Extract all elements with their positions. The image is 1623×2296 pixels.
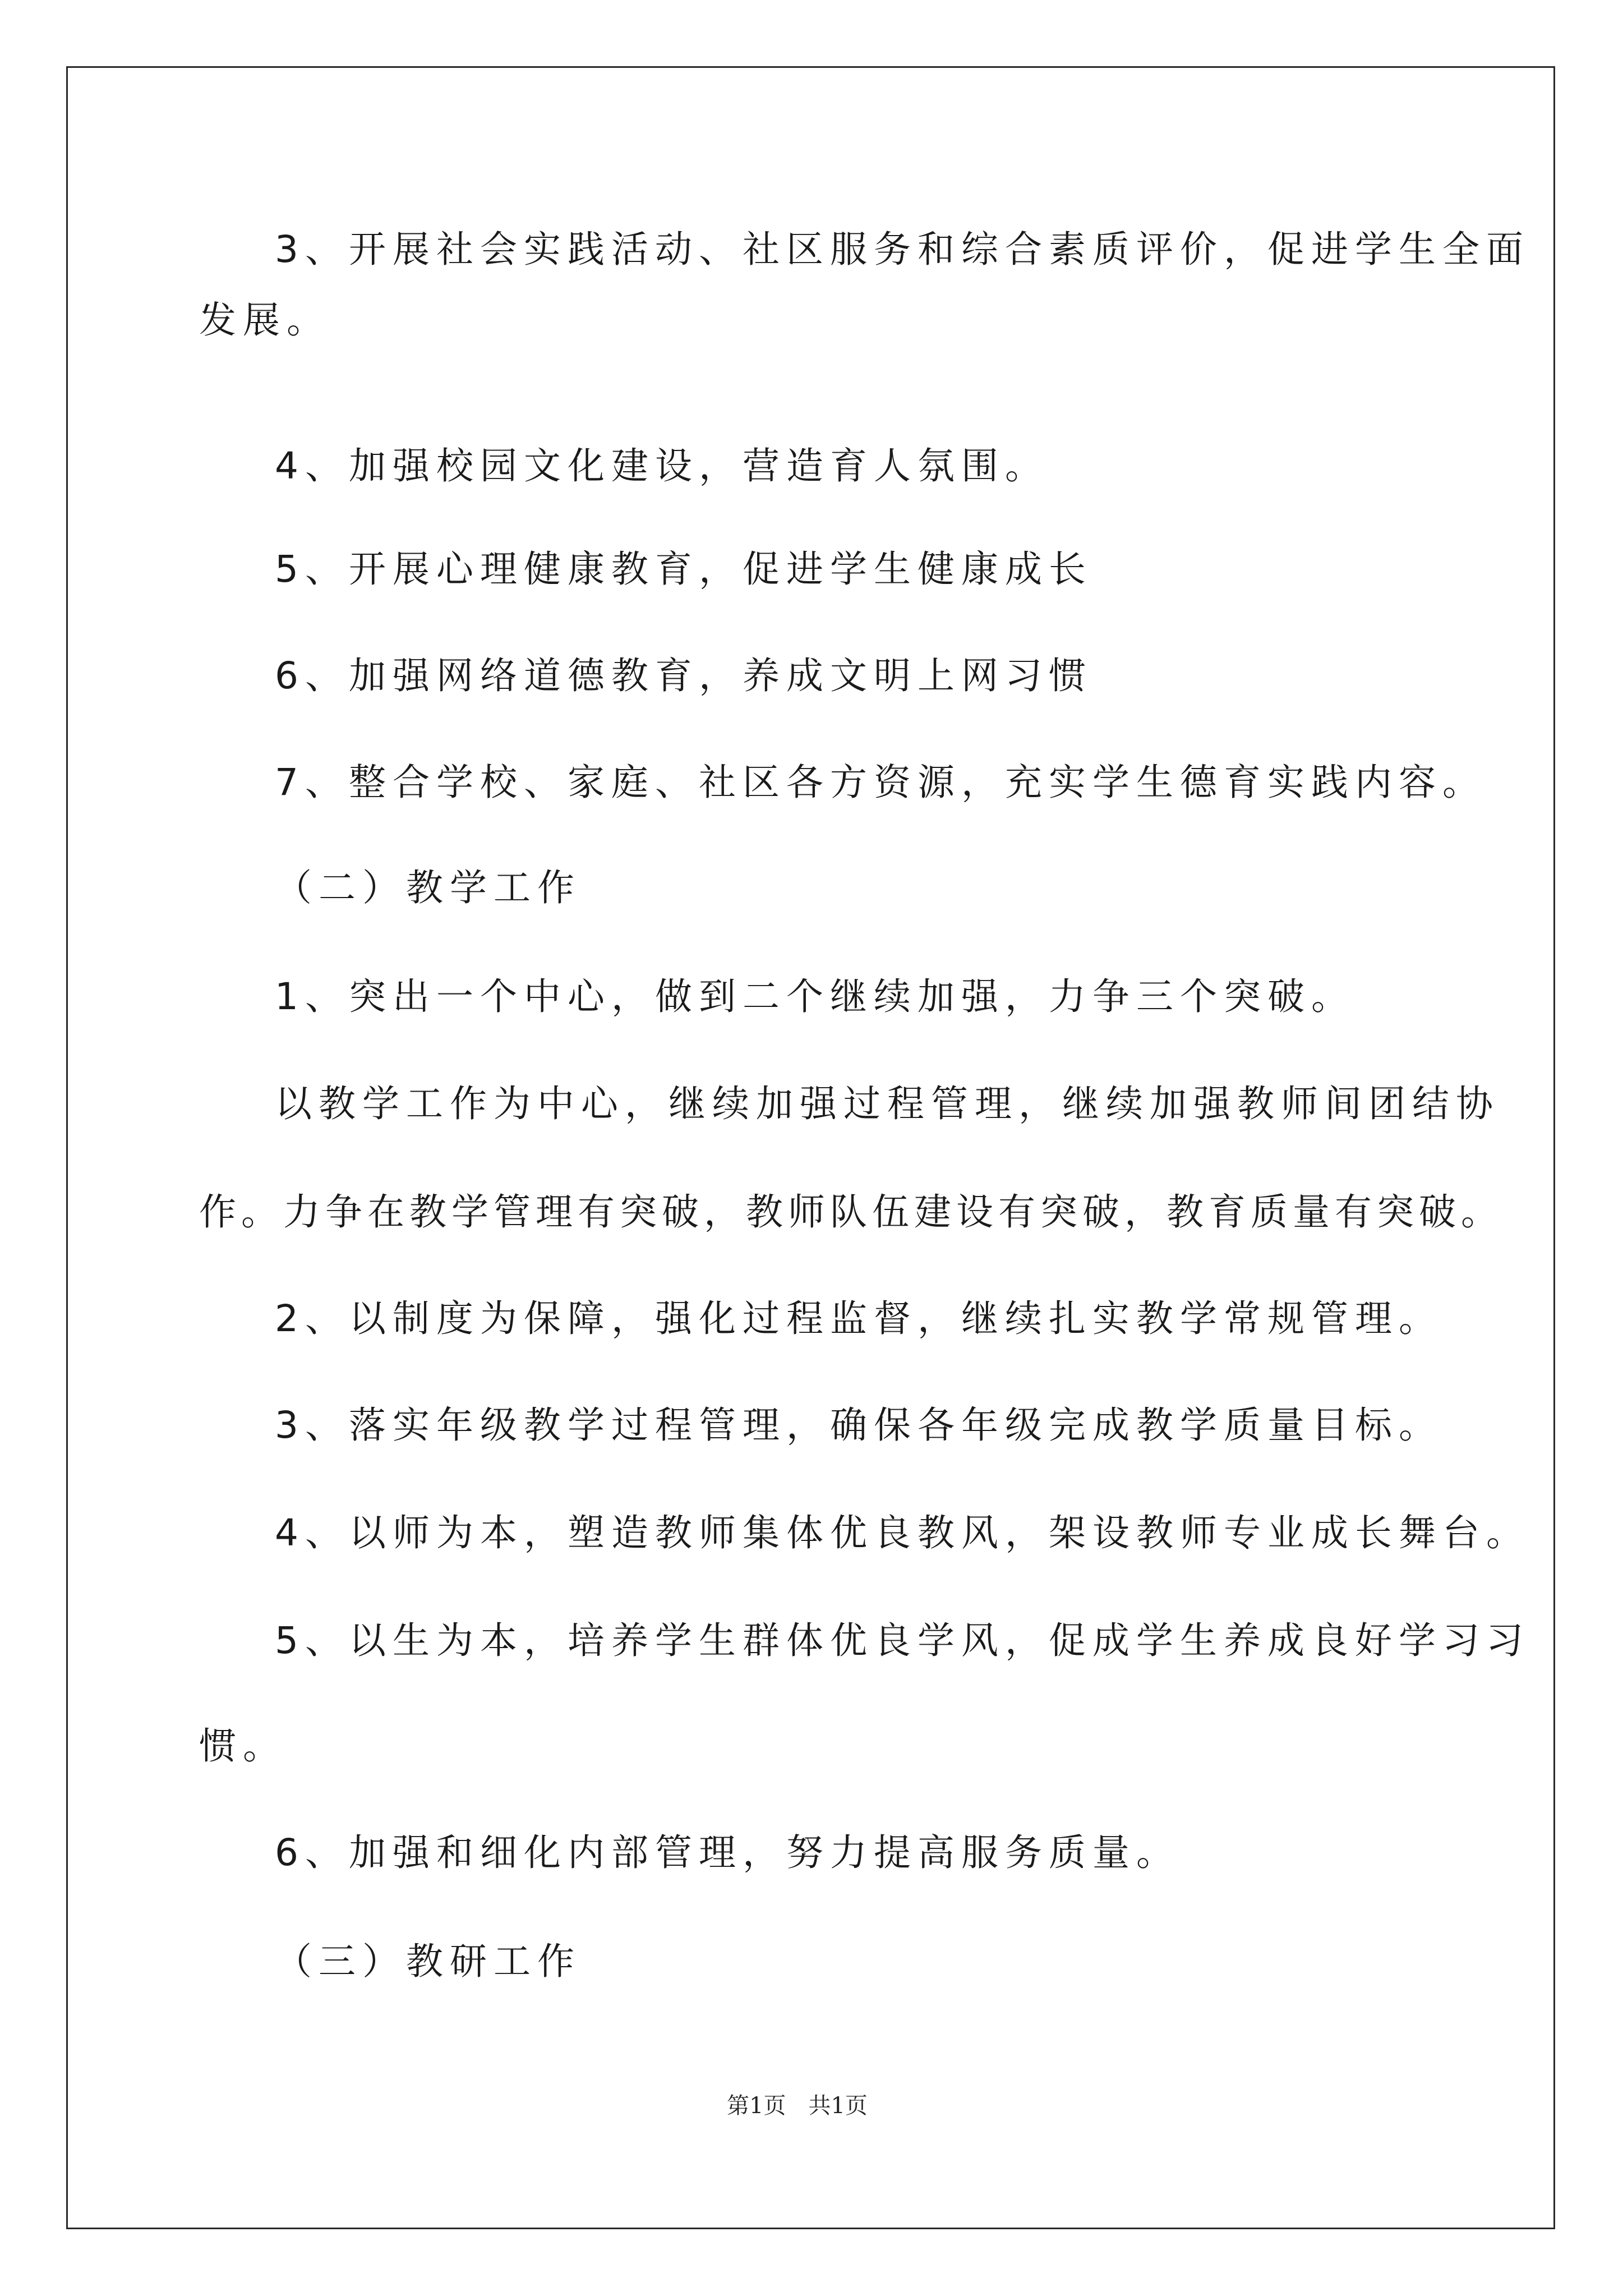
paragraph-teaching-item-4: 4、以师为本，塑造教师集体优良教风，架设教师专业成长舞台。 <box>275 1511 1530 1554</box>
paragraph-moral-item-6: 6、加强网络道德教育，养成文明上网习惯 <box>275 654 1092 697</box>
paragraph-teaching-item-5: 5、以生为本，培养学生群体优良学风，促成学生养成良好学习习 <box>275 1619 1530 1662</box>
paragraph-moral-item-3: 3、开展社会实践活动、社区服务和综合素质评价，促进学生全面 <box>275 228 1530 271</box>
paragraph-moral-item-3-cont: 发展。 <box>199 298 330 342</box>
section-heading-teaching: （二）教学工作 <box>275 866 581 909</box>
paragraph-teaching-item-5-cont: 惯。 <box>199 1724 287 1768</box>
page-border <box>66 66 1555 2229</box>
paragraph-teaching-item-1-detail: 以教学工作为中心，继续加强过程管理，继续加强教师间团结协 <box>275 1082 1500 1125</box>
paragraph-teaching-item-1: 1、突出一个中心，做到二个继续加强，力争三个突破。 <box>275 975 1355 1018</box>
paragraph-moral-item-4: 4、加强校园文化建设，营造育人氛围。 <box>275 444 1049 487</box>
paragraph-teaching-item-6: 6、加强和细化内部管理，努力提高服务质量。 <box>275 1831 1180 1874</box>
page-number-footer: 第1页 共1页 <box>727 2093 868 2119</box>
paragraph-teaching-item-3: 3、落实年级教学过程管理，确保各年级完成教学质量目标。 <box>275 1404 1442 1447</box>
section-heading-research: （三）教研工作 <box>275 1940 581 1983</box>
paragraph-moral-item-7: 7、整合学校、家庭、社区各方资源，充实学生德育实践内容。 <box>275 761 1486 804</box>
paragraph-moral-item-5: 5、开展心理健康教育，促进学生健康成长 <box>275 547 1092 591</box>
paragraph-teaching-item-2: 2、以制度为保障，强化过程监督，继续扎实教学常规管理。 <box>275 1297 1442 1340</box>
paragraph-teaching-item-1-detail-cont: 作。力争在教学管理有突破，教师队伍建设有突破，教育质量有突破。 <box>199 1190 1503 1234</box>
